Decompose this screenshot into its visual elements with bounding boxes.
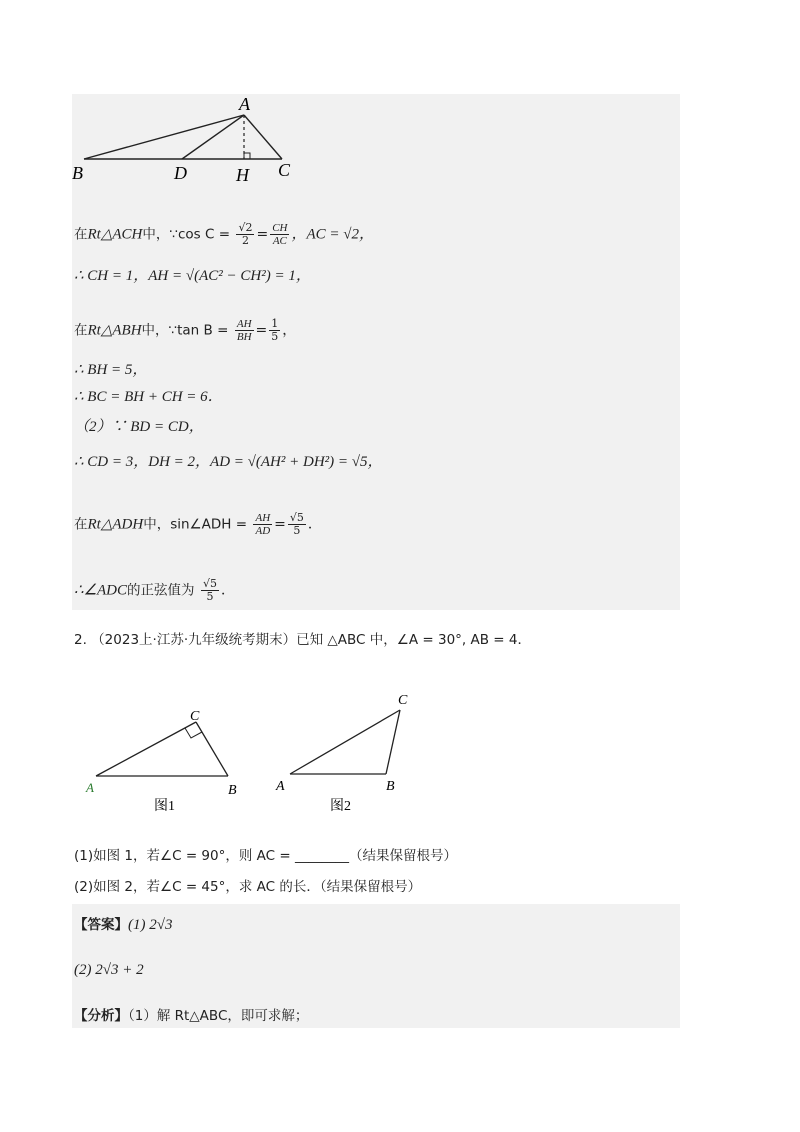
solution-line-8: 在Rt△ADH中，sin∠ADH = $\frac{AH}{AD}$ = $\frac{√5}{5}$ ． xyxy=(74,511,322,537)
fig2-label-C: C xyxy=(398,693,408,708)
fig1-label-C: C xyxy=(190,709,200,724)
fig2-caption: 图2 xyxy=(330,799,351,814)
label-H: H xyxy=(236,165,249,185)
question-1: (1)如图 1，若∠C = 90°，则 AC = ________（结果保留根号） xyxy=(74,848,457,864)
solution-line-4: ∴ BH = 5， xyxy=(74,362,148,378)
answer-line-1: 【答案】(1) 2√3 xyxy=(74,917,173,933)
answer-line-2: (2) 2√3 + 2 xyxy=(74,962,144,978)
question-2: (2)如图 2，若∠C = 45°，求 AC 的长．（结果保留根号） xyxy=(74,879,422,895)
analysis-line: 【分析】（1）解 Rt△ABC，即可求解； xyxy=(74,1008,309,1024)
figure-1 xyxy=(84,700,254,820)
triangle-figure-top xyxy=(70,92,310,187)
label-B: B xyxy=(72,163,83,183)
fig1-label-B: B xyxy=(228,783,237,798)
problem-2-statement: 2. （2023上·江苏·九年级统考期末）已知 △ABC 中，∠A = 30°, AB = 4． xyxy=(74,632,531,648)
solution-line-5: ∴ BC = BH + CH = 6． xyxy=(74,389,223,405)
solution-line-2: ∴ CH = 1，AH = √(AC² − CH²) = 1， xyxy=(74,268,311,284)
solution-line-3: 在Rt△ABH中，∵tan B = $\frac{AH}{BH}$ = $\frac{1}{5}$ ， xyxy=(74,317,297,343)
answer-label: 【答案】 xyxy=(74,917,128,933)
label-A: A xyxy=(239,94,250,114)
figure-2 xyxy=(270,688,430,818)
solution-line-7: ∴ CD = 3，DH = 2，AD = √(AH² + DH²) = √5， xyxy=(74,454,383,470)
fig2-label-B: B xyxy=(386,779,395,794)
fig2-label-A: A xyxy=(276,779,285,794)
solution-line-9: ∴∠ADC的正弦值为 $\frac{√5}{5}$ ． xyxy=(74,577,235,603)
solution-line-1: 在Rt△ACH中，∵cos C = $\frac{√2}{2}$ = $\frac{CH}{AC}$ ，AC = √2， xyxy=(74,221,375,247)
fig1-caption: 图1 xyxy=(154,799,175,814)
solution-line-6: （2）∵ BD = CD， xyxy=(74,419,204,435)
fig1-label-A: A xyxy=(86,780,94,795)
label-C: C xyxy=(278,160,291,180)
analysis-label: 【分析】 xyxy=(74,1008,128,1024)
label-D: D xyxy=(174,163,187,183)
